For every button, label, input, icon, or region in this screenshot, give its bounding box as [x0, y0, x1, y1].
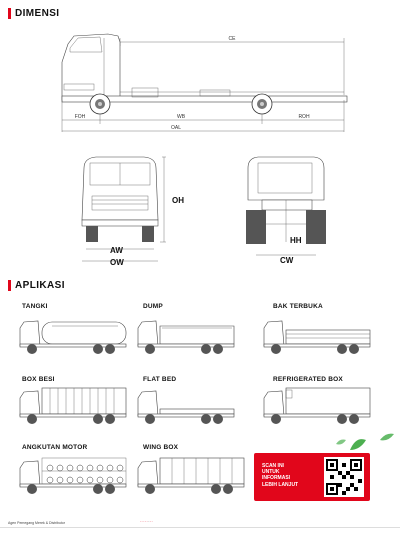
refrigerated-truck-icon: [262, 384, 374, 426]
dimension-label-ow: OW: [110, 258, 124, 267]
steel-box-truck-icon: [18, 384, 130, 426]
dimension-label-hh: HH: [290, 236, 302, 245]
application-label-wing-box: WING BOX: [143, 444, 179, 451]
dimension-label-ce: CE: [228, 36, 236, 42]
motorcycle-carrier-truck-icon: [18, 454, 130, 496]
wing-box-truck-icon: [136, 454, 248, 496]
tank-truck-icon: [18, 314, 130, 356]
qr-code-icon[interactable]: [324, 457, 364, 497]
application-label-angkutan-motor: ANGKUTAN MOTOR: [22, 444, 88, 451]
brand-logo-icon: [140, 519, 154, 524]
dimension-label-foh: FOH: [74, 114, 86, 120]
scan-line-1: SCAN INI: [262, 463, 284, 469]
aplikasi-title: APLIKASI: [15, 280, 65, 291]
dimension-label-wb: WB: [176, 114, 186, 120]
dimension-label-oal: OAL: [170, 125, 182, 131]
open-deck-truck-icon: [262, 314, 374, 356]
scan-line-4: LEBIH LANJUT: [262, 481, 299, 488]
aplikasi-section-header: [8, 280, 65, 291]
application-label-tangki: TANGKI: [22, 303, 48, 310]
dump-truck-icon: [136, 314, 236, 356]
dimension-label-roh: ROH: [298, 114, 310, 120]
application-label-refrigerated-box: REFRIGERATED BOX: [273, 376, 343, 383]
dimension-label-oh: OH: [172, 196, 184, 205]
footer-distributor-text: Agen Pemegang Merek & Distributor: [8, 521, 65, 525]
flatbed-truck-icon: [136, 384, 236, 426]
application-label-flat-bed: FLAT BED: [143, 376, 177, 383]
footer-divider: [0, 527, 400, 528]
application-label-box-besi: BOX BESI: [22, 376, 55, 383]
scan-line-2: UNTUK: [262, 469, 280, 476]
application-label-dump: DUMP: [143, 303, 163, 310]
dimension-label-cw: CW: [280, 256, 294, 265]
application-label-bak-terbuka: BAK TERBUKA: [273, 303, 323, 310]
section-accent-bar: [8, 280, 11, 291]
dimension-label-aw: AW: [110, 246, 123, 255]
scan-qr-text: [262, 463, 306, 488]
dimensi-title: DIMENSI: [15, 8, 60, 19]
scan-line-3: INFORMASI: [262, 475, 291, 482]
scan-qr-card[interactable]: [254, 453, 370, 501]
